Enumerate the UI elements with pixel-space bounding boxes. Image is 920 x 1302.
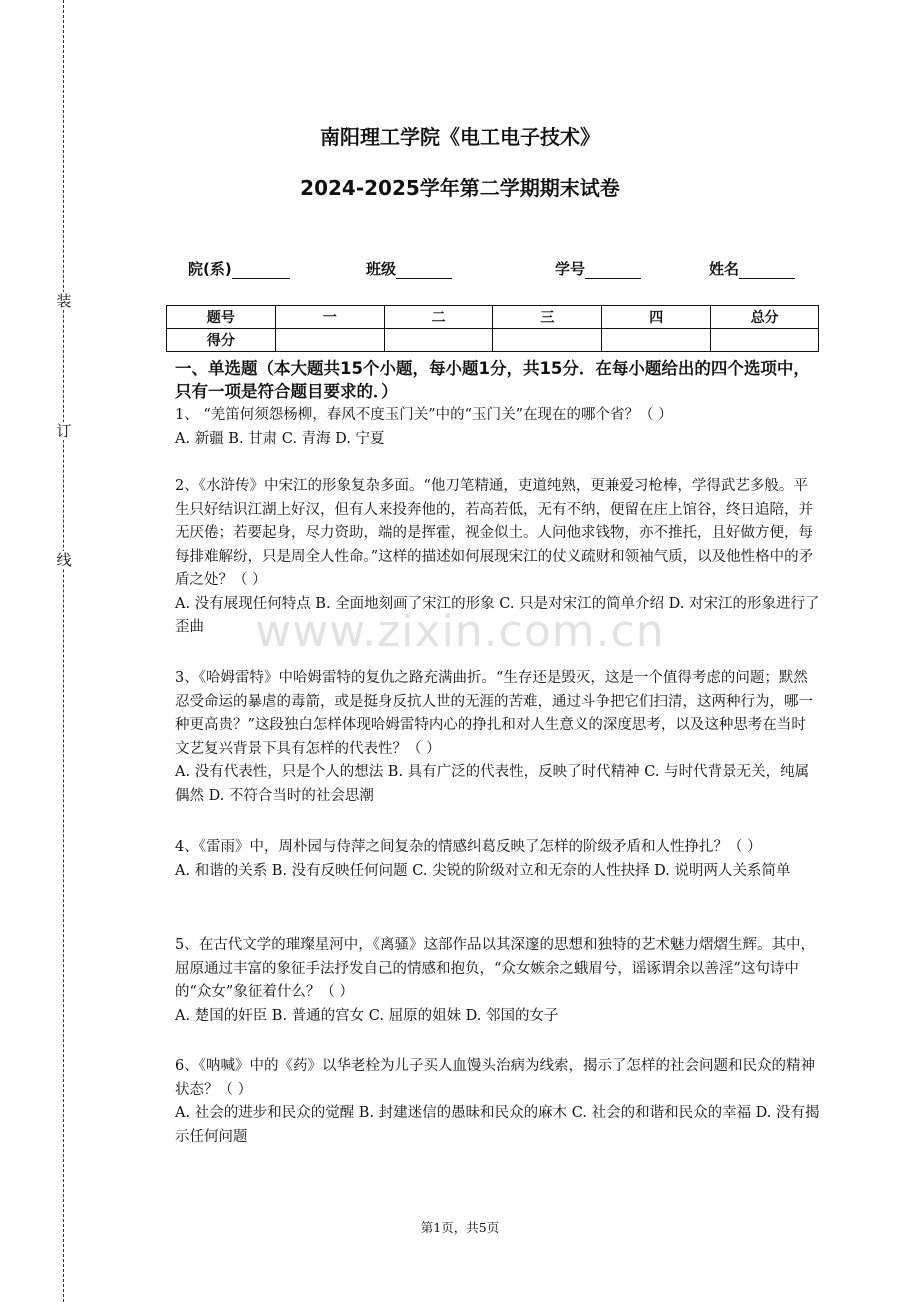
question-3	[175, 667, 820, 808]
class-blank	[396, 262, 452, 279]
question-options: A. 楚国的奸臣 B. 普通的宫女 C. 屈原的姐妹 D. 邻国的女子	[175, 1007, 559, 1024]
score-table-score-row	[167, 329, 819, 352]
binding-char-zhuang: 装	[56, 292, 72, 310]
binding-char-xian: 线	[56, 551, 72, 569]
score-header-cell: 二	[384, 306, 493, 329]
score-cell[interactable]	[711, 329, 819, 352]
score-cell[interactable]	[384, 329, 493, 352]
question-stem: 4、《雷雨》中，周朴园与侍萍之间复杂的情感纠葛反映了怎样的阶级矛盾和人性挣扎？（ ）	[175, 839, 762, 855]
question-options: A. 新疆 B. 甘肃 C. 青海 D. 宁夏	[175, 430, 385, 447]
page-footer: 第1页，共5页	[420, 1220, 500, 1235]
department-blank	[232, 262, 290, 279]
score-row-label: 得分	[167, 329, 276, 352]
student-id-blank	[585, 262, 641, 279]
question-6	[175, 1055, 820, 1149]
question-stem: 1、 “羌笛何须怨杨柳，春风不度玉门关”中的“玉门关”在现在的哪个省？（ ）	[175, 407, 673, 423]
question-stem: 6、《呐喊》中的《药》以华老栓为儿子买人血馒头治病为线索，揭示了怎样的社会问题和民众的精神状态？（ ）	[175, 1058, 815, 1098]
question-5	[175, 934, 820, 1028]
question-options: A. 和谐的关系 B. 没有反映任何问题 C. 尖锐的阶级对立和无奈的人性抉择 D. 说明两人关系简单	[175, 862, 791, 879]
score-cell[interactable]	[493, 329, 602, 352]
score-cell[interactable]	[602, 329, 711, 352]
student-info-row	[0, 258, 920, 282]
name-blank	[739, 262, 795, 279]
question-options: A. 没有展现任何特点 B. 全面地刻画了宋江的形象 C. 只是对宋江的简单介绍 D. 对宋江的形象进行了歪曲	[175, 595, 820, 635]
score-table-header-row	[167, 306, 819, 329]
name-label: 姓名	[709, 260, 740, 278]
exam-title: 南阳理工学院《电工电子技术》	[320, 125, 600, 149]
department-field	[188, 258, 290, 279]
binding-char-ding: 订	[56, 422, 72, 440]
class-label: 班级	[366, 260, 397, 278]
score-header-cell: 四	[602, 306, 711, 329]
score-table	[166, 305, 819, 352]
score-cell[interactable]	[275, 329, 384, 352]
exam-subtitle: 2024-2025学年第二学期期末试卷	[300, 176, 620, 200]
score-header-cell: 题号	[167, 306, 276, 329]
question-options: A. 社会的进步和民众的觉醒 B. 封建迷信的愚昧和民众的麻木 C. 社会的和谐和民众的幸福 D. 没有揭示任何问题	[175, 1105, 820, 1145]
question-4	[175, 836, 820, 883]
student-id-field	[555, 258, 641, 279]
class-field	[366, 258, 452, 279]
department-label: 院(系)	[188, 260, 232, 278]
student-id-label: 学号	[555, 260, 586, 278]
question-stem: 3、《哈姆雷特》中哈姆雷特的复仇之路充满曲折。“生存还是毁灭，这是一个值得考虑的问题；默然忍受命运的暴虐的毒箭，或是挺身反抗人世的无涯的苦难，通过斗争把它们扫清，这两种行为，哪一种更高贵？”这段独白怎样体现哈姆雷特内心的挣扎和对人生意义的深度思考，以及这种思考在当时文艺复兴背景下具有怎样的代表性？（ ）	[175, 670, 813, 757]
question-1	[175, 404, 820, 451]
watermark: www.zixin.com.cn	[255, 606, 665, 657]
name-field	[709, 258, 795, 279]
score-header-cell: 总分	[711, 306, 819, 329]
question-stem: 5、在古代文学的璀璨星河中，《离骚》这部作品以其深邃的思想和独特的艺术魅力熠熠生辉。其中，屈原通过丰富的象征手法抒发自己的情感和抱负，“众女嫉余之蛾眉兮，谣诼谓余以善淫”这句诗中的“众女”象征着什么？（ ）	[175, 937, 815, 1000]
question-stem: 2、《水浒传》中宋江的形象复杂多面。“他刀笔精通，吏道纯熟，更兼爱习枪棒，学得武艺多般。平生只好结识江湖上好汉，但有人来投奔他的，若高若低，无有不纳，便留在庄上馆谷，终日追陪，并无厌倦；若要起身，尽力资助，端的是挥霍，视金似土。人问他求钱物，亦不推托，且好做方便，每每排难解纷，只是周全人性命。”这样的描述如何展现宋江的仗义疏财和领袖气质，以及他性格中的矛盾之处？（ ）	[175, 478, 814, 588]
score-header-cell: 一	[275, 306, 384, 329]
section-heading: 一、单选题（本大题共15个小题，每小题1分，共15分．在每小题给出的四个选项中，只有一项是符合题目要求的．）	[175, 359, 810, 401]
score-header-cell: 三	[493, 306, 602, 329]
question-options: A. 没有代表性，只是个人的想法 B. 具有广泛的代表性，反映了时代精神 C. 与时代背景无关，纯属偶然 D. 不符合当时的社会思潮	[175, 764, 810, 804]
question-2	[175, 475, 820, 640]
